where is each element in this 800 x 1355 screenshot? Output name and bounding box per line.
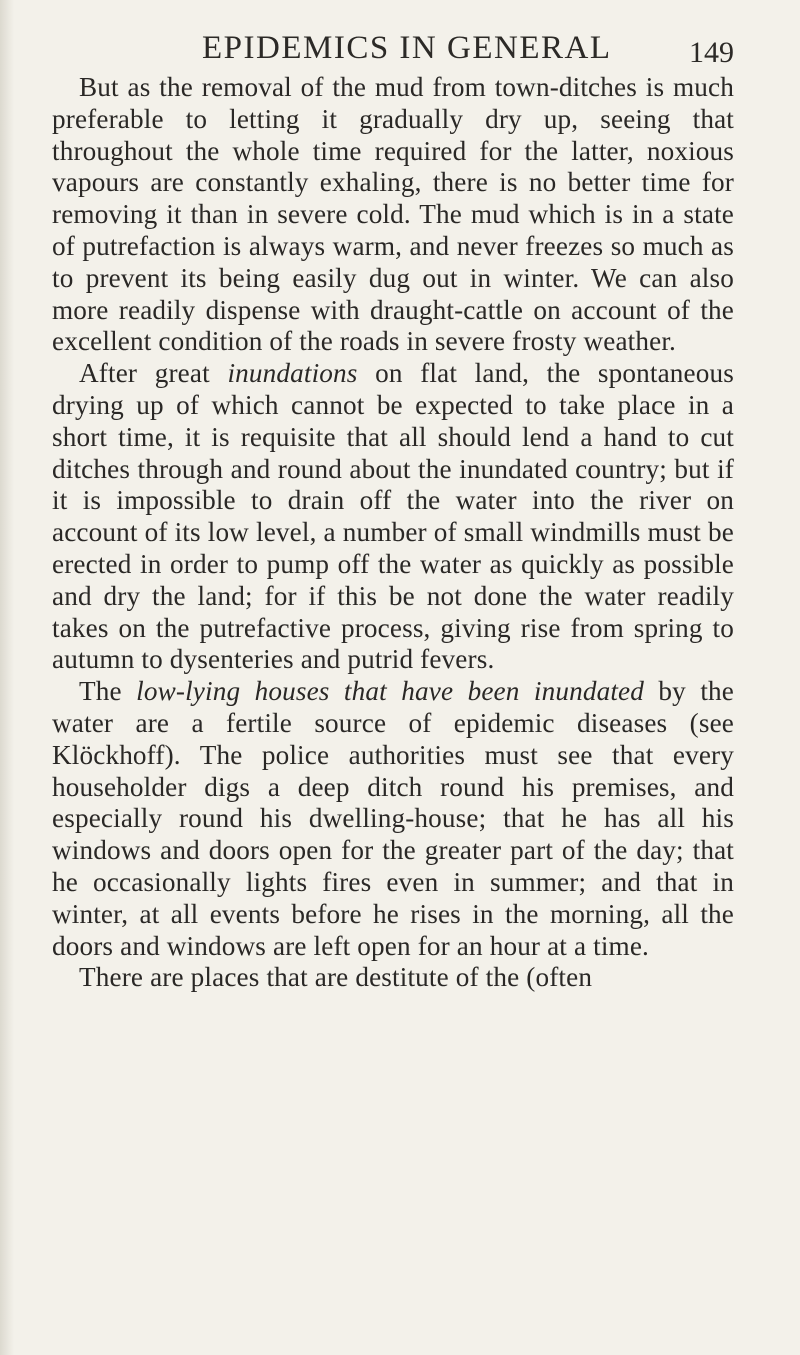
paragraph-lead: After great (79, 358, 228, 389)
paragraph-text: by the water are a fertile source of epidemic diseases (see Klöckhoff). The police authorities must see that every householder digs a deep ditch round his premises, and especially round his dwelling-house; that he has all his windows and doors open for the greater part of the day; that he occasionally lights fires even in summer; and that in winter, at all events before he rises in the morning, all the doors and windows are left open for an hour at a time. (52, 676, 735, 961)
page-gutter-shadow (0, 0, 14, 1355)
paragraph-text: But as the removal of the mud from town-ditches is much preferable to letting it gradually dry up, seeing that throughout the whole time required for the latter, noxious vapours are constantly exhaling, there is no better time for removing it than in severe cold. The mud which is in a state of putrefaction is always warm, and never freezes so much as to prevent its being easily dug out in winter. We can also more readily dispense with draught-cattle on account of the excellent condition of the roads in severe frosty weather. (52, 72, 734, 357)
paragraph-mud-removal (52, 72, 734, 358)
paragraph-lead: The (79, 676, 137, 707)
paragraph-low-lying-houses (52, 676, 734, 962)
paragraph-inundations (52, 358, 734, 676)
paragraph-destitute-places (52, 962, 734, 994)
running-title: EPIDEMICS IN GENERAL (202, 30, 612, 66)
body-text (52, 72, 734, 994)
paragraph-text: There are places that are destitute of the (often (79, 962, 593, 993)
running-header (52, 30, 734, 70)
page-number: 149 (689, 36, 734, 69)
italic-term: inundations (227, 358, 358, 389)
italic-term: low-lying houses that have been inundated (136, 676, 645, 707)
paragraph-text: on flat land, the spontaneous drying up of which cannot be expected to take place in a short time, it is requisite that all should lend a hand to cut ditches through and round about the inundated country; but if it is impossible to drain off the water into the river on account of its low level, a number of small windmills must be erected in order to pump off the water as quickly as possible and dry the land; for if this be not done the water readily takes on the putrefactive process, giving rise from spring to autumn to dysenteries and putrid fevers. (52, 358, 734, 675)
